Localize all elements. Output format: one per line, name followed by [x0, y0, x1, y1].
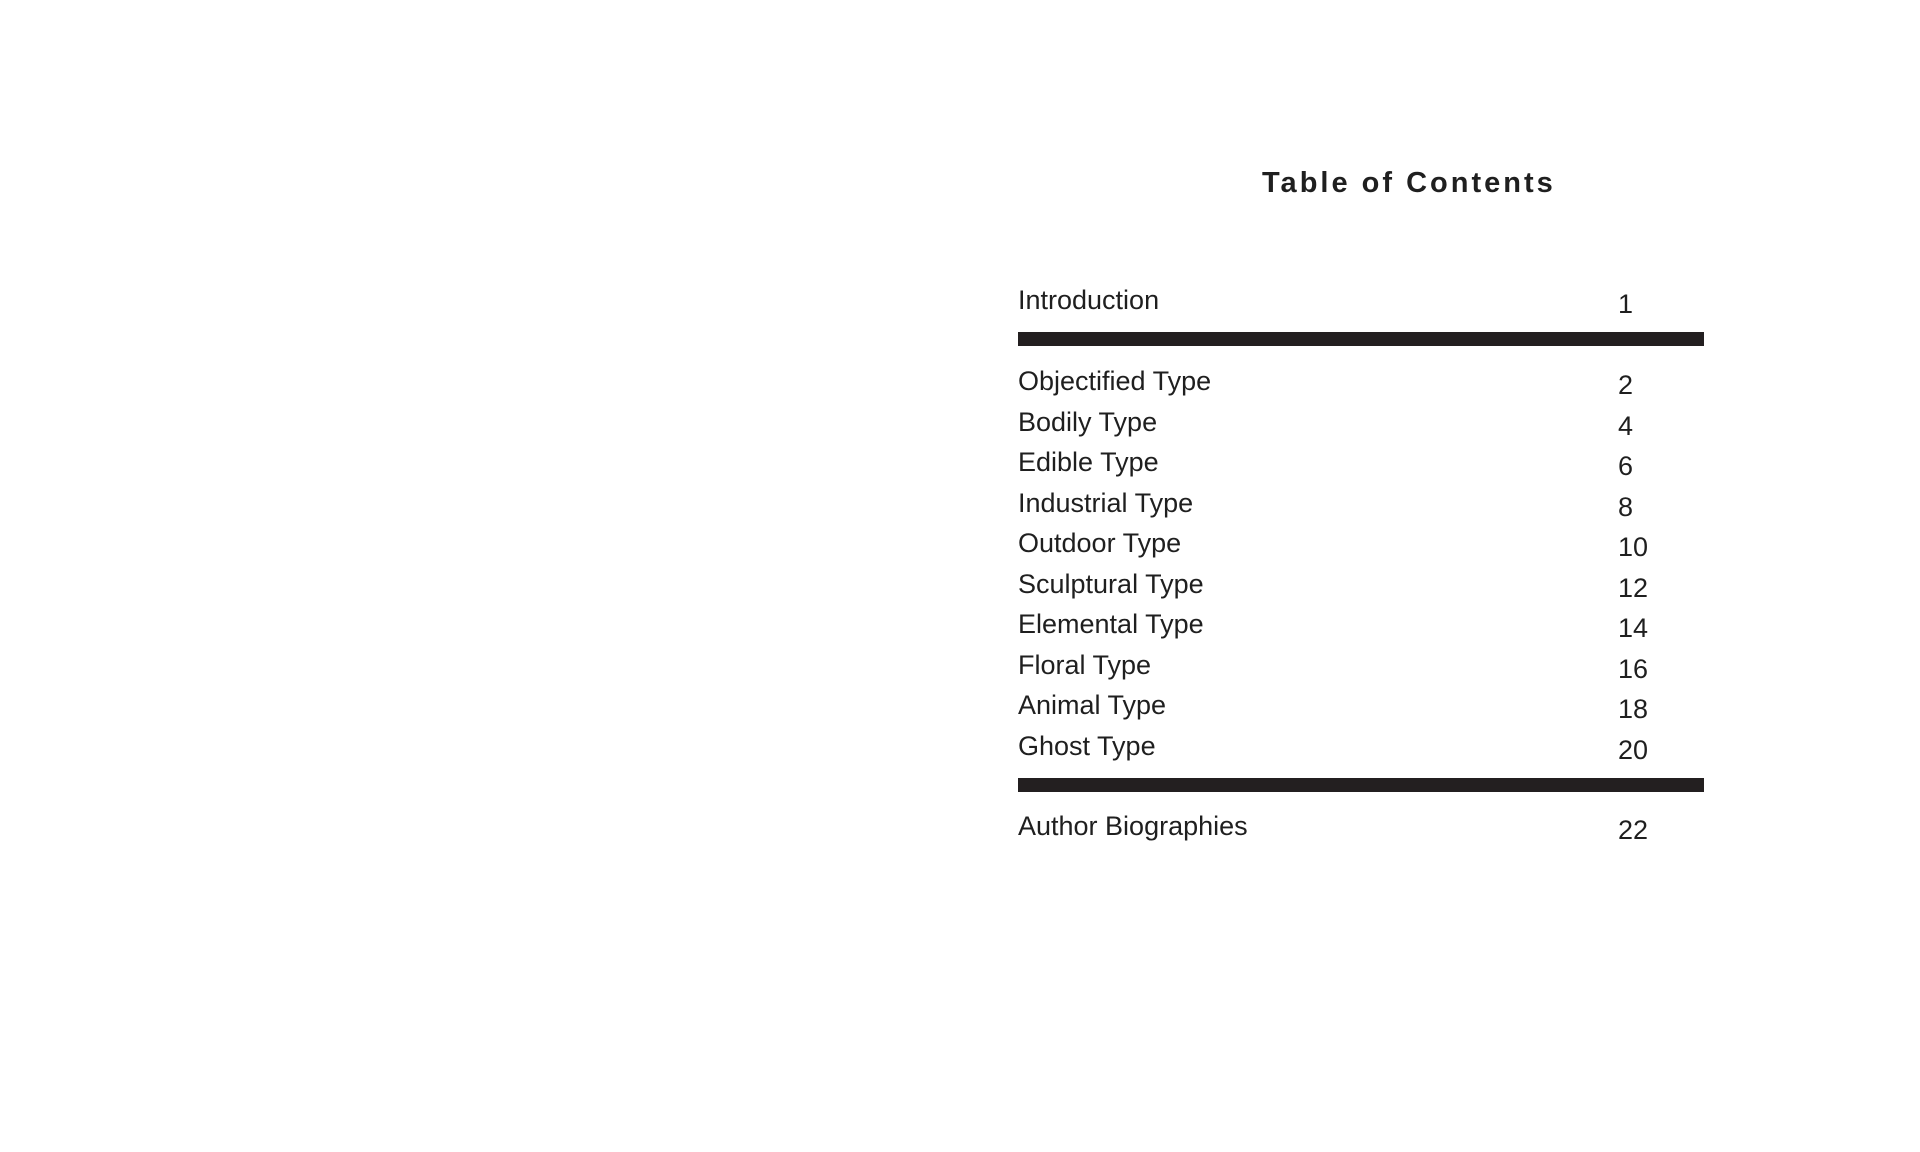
toc-entry-introduction[interactable]: [1018, 282, 1704, 323]
toc-entry-elemental-type[interactable]: [1018, 606, 1704, 647]
section-divider-top: [1018, 332, 1704, 346]
toc-entry-label: Industrial Type: [1018, 487, 1194, 518]
toc-entry-page-number: 20: [1618, 734, 1649, 765]
toc-entry-label: Ghost Type: [1018, 730, 1156, 761]
toc-entry-label: Elemental Type: [1018, 609, 1204, 639]
toc-entry-sculptural-type[interactable]: [1018, 566, 1704, 607]
toc-entry-bodily-type[interactable]: [1018, 404, 1704, 445]
toc-entry-objectified-type[interactable]: [1018, 363, 1704, 404]
toc-entry-page-number: 14: [1618, 613, 1649, 643]
toc-entry-page-number: 16: [1618, 653, 1649, 684]
toc-entry-page-number: 12: [1618, 572, 1649, 603]
toc-entry-page-number: 18: [1618, 694, 1649, 724]
toc-entry-label: Outdoor Type: [1018, 528, 1182, 558]
toc-entry-author-biographies[interactable]: [1018, 808, 1704, 849]
toc-entry-label: Author Biographies: [1018, 811, 1248, 841]
toc-chapters-section: [1018, 363, 1704, 768]
toc-entry-page-number: 10: [1618, 532, 1649, 562]
toc-entry-page-number: 6: [1618, 451, 1634, 481]
toc-entry-label: Floral Type: [1018, 649, 1152, 680]
toc-entry-page-number: 22: [1618, 815, 1649, 845]
toc-entry-label: Bodily Type: [1018, 406, 1158, 437]
toc-entry-floral-type[interactable]: [1018, 647, 1704, 688]
toc-entry-page-number: 4: [1618, 410, 1634, 441]
toc-entry-edible-type[interactable]: [1018, 444, 1704, 485]
toc-entry-outdoor-type[interactable]: [1018, 525, 1704, 566]
toc-entry-label: Edible Type: [1018, 447, 1159, 477]
toc-entry-industrial-type[interactable]: [1018, 485, 1704, 526]
toc-appendix-section: [1018, 808, 1704, 849]
toc-intro-section: [1018, 282, 1704, 323]
toc-entry-page-number: 1: [1618, 289, 1634, 319]
toc-entry-ghost-type[interactable]: [1018, 728, 1704, 769]
toc-entry-animal-type[interactable]: [1018, 687, 1704, 728]
toc-entry-label: Introduction: [1018, 285, 1160, 315]
toc-entry-label: Objectified Type: [1018, 366, 1212, 396]
toc-entry-label: Animal Type: [1018, 690, 1167, 720]
toc-entry-label: Sculptural Type: [1018, 568, 1204, 599]
toc-entry-page-number: 8: [1618, 491, 1634, 522]
page-title: Table of Contents: [1262, 167, 1556, 199]
toc-entry-page-number: 2: [1618, 370, 1634, 400]
section-divider-bottom: [1018, 778, 1704, 792]
